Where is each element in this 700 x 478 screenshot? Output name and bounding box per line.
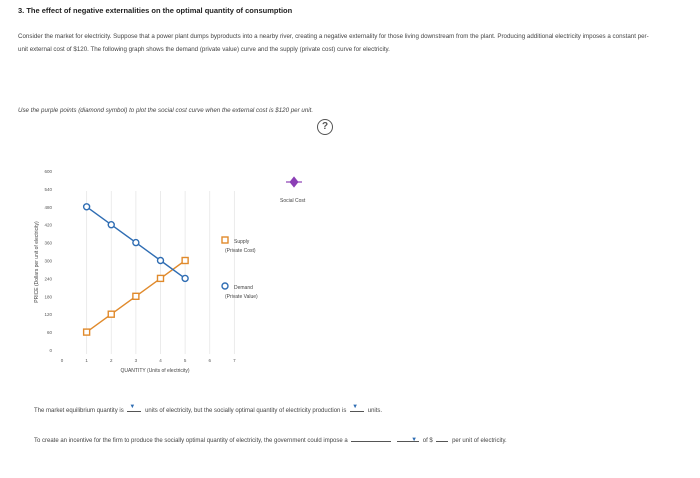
x-tick-label: 2 [109, 358, 113, 363]
y-tick-label: 60 [46, 330, 52, 336]
optimal-quantity-dropdown[interactable] [350, 411, 364, 412]
y-tick-label: 600 [44, 169, 52, 174]
q1-text-3: units. [367, 408, 383, 414]
supply-point[interactable] [84, 329, 90, 335]
policy-type-arrow[interactable] [397, 441, 419, 442]
plot-instruction: Use the purple points (diamond symbol) to plot the social cost curve when the external cost is $120 per unit. [18, 107, 314, 114]
y-tick-label: 420 [44, 222, 52, 228]
x-tick-label: 1 [85, 358, 88, 363]
chart-grid [87, 191, 235, 354]
demand-point[interactable] [84, 204, 90, 210]
q1-text-2: units of electricity, but the socially optimal quantity of electricity production is [145, 408, 347, 414]
question-tax [34, 435, 674, 448]
q1-text-1: The market equilibrium quantity is [34, 408, 124, 414]
demand-point[interactable] [158, 258, 164, 264]
social-cost-diamond-icon[interactable] [290, 177, 298, 187]
supply-point[interactable] [108, 311, 114, 317]
demand-point[interactable] [133, 240, 139, 246]
supply-legend-sublabel: (Private Cost) [225, 248, 256, 254]
y-axis-label: PRICE (Dollars per unit of electricity) [34, 221, 40, 303]
x-tick-label: 0 [60, 358, 64, 363]
q2-text-2: of $ [422, 438, 433, 444]
tax-amount-input[interactable] [436, 441, 448, 442]
q2-text-3: per unit of electricity. [452, 438, 507, 444]
demand-legend-marker [222, 283, 228, 289]
supply-legend-marker [222, 237, 228, 243]
x-tick-label: 6 [208, 358, 212, 363]
x-tick-label: 3 [134, 358, 138, 363]
y-tick-label: 360 [44, 240, 52, 246]
supply-point[interactable] [133, 293, 139, 299]
x-tick-label: 4 [159, 358, 162, 363]
question-equilibrium [34, 408, 382, 414]
help-icon[interactable]: ? [317, 119, 333, 135]
demand-legend-label: Demand [234, 285, 253, 291]
y-tick-label: 0 [49, 348, 52, 353]
y-tick-label: 180 [44, 294, 52, 300]
x-tick-label: 5 [183, 358, 187, 363]
y-tick-label: 240 [44, 276, 52, 282]
supply-legend-label: Supply [234, 239, 250, 245]
demand-point[interactable] [182, 275, 188, 281]
policy-type-dropdown[interactable] [351, 441, 391, 442]
supply-point[interactable] [182, 258, 188, 264]
y-tick-label: 540 [44, 186, 52, 192]
demand-legend-sublabel: (Private Value) [225, 294, 258, 300]
y-tick-label: 300 [44, 258, 52, 264]
supply-point[interactable] [158, 275, 164, 281]
social-cost-label: Social Cost [280, 198, 306, 204]
y-tick-label: 120 [44, 312, 52, 318]
x-axis-label: QUANTITY (Units of electricity) [120, 368, 190, 374]
q2-text-1: To create an incentive for the firm to produce the socially optimal quantity of electricity, the government could impose a [34, 438, 348, 444]
question-paragraph: Consider the market for electricity. Suppose that a power plant dumps byproducts into a nearby river, creating a negative externality for those living downstream from the plant. Producing additional electricity imposes a constant per-unit external cost of $120. The following graph shows the demand (private value) curve and the supply (private cost) curve for electricity. [18, 33, 649, 53]
equilibrium-quantity-dropdown[interactable] [127, 411, 141, 412]
chart-axes [34, 169, 236, 374]
question-title: 3. The effect of negative externalities on the optimal quantity of consumption [18, 6, 293, 15]
demand-point[interactable] [108, 222, 114, 228]
y-tick-label: 480 [44, 204, 52, 210]
x-tick-label: 7 [233, 358, 236, 363]
